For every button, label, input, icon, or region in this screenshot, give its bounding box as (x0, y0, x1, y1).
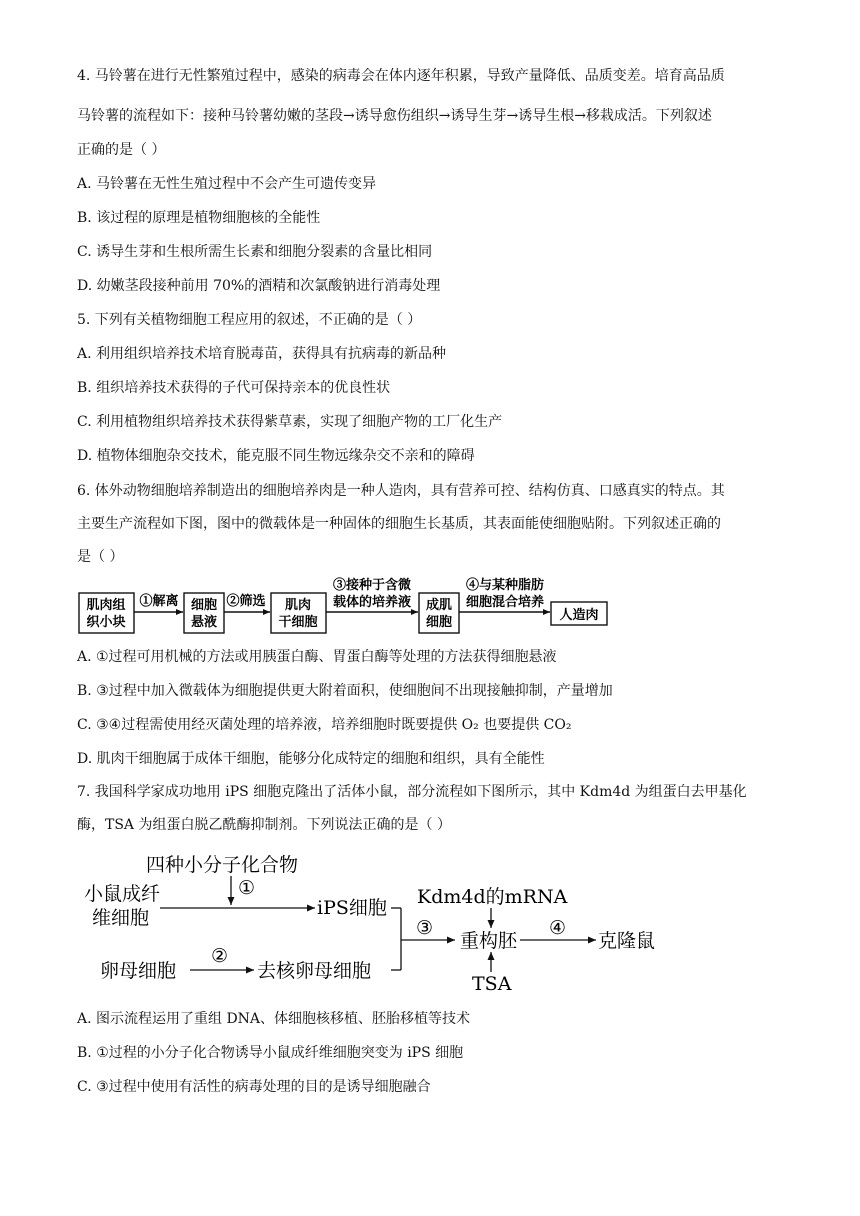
q5-option-b: B. 组织培养技术获得的子代可保持亲本的优良性状 (77, 380, 391, 396)
q6-arrow3-label-line2: 载体的培养液 (332, 595, 412, 610)
q6-box1-line1: 肌肉组 (86, 598, 126, 613)
q4-option-d: D. 幼嫩茎段接种前用 70%的酒精和次氯酸钠进行消毒处理 (77, 278, 441, 294)
q7-stem-line-2: 酶，TSA 为组蛋白脱乙酰酶抑制剂。下列说法正确的是（ ） (77, 817, 451, 833)
q6-option-b: B. ③过程中加入微载体为细胞提供更大附着面积，使细胞间不出现接触抑制，产量增加 (77, 683, 613, 699)
q7-ips-cell: iPS细胞 (317, 897, 387, 919)
q7-compounds-label: 四种小分子化合物 (146, 854, 299, 876)
q5-stem: 5. 下列有关植物细胞工程应用的叙述，不正确的是（ ） (77, 312, 422, 328)
q7-option-c: C. ③过程中使用有活性的病毒处理的目的是诱导细胞融合 (77, 1079, 431, 1095)
q7-cloned-mouse: 克隆鼠 (598, 930, 656, 952)
q6-box2-line1: 细胞 (190, 598, 218, 613)
q7-step3-label: ③ (416, 917, 434, 939)
q4-option-a: A. 马铃薯在无性生殖过程中不会产生可遗传变异 (77, 176, 377, 192)
q7-enucleated-oocyte: 去核卵母细胞 (257, 960, 372, 982)
q7-step1-label: ① (238, 877, 256, 899)
q6-box2-line2: 悬液 (190, 615, 218, 630)
q4-option-c: C. 诱导生芽和生根所需生长素和细胞分裂素的含量比相同 (77, 244, 433, 260)
q6-box3-line2: 干细胞 (278, 615, 318, 630)
q6-box4-line2: 细胞 (425, 615, 453, 630)
q7-tsa-label: TSA (472, 973, 512, 995)
q4-stem-line-1: 4. 马铃薯在进行无性繁殖过程中，感染的病毒会在体内逐年积累，导致产量降低、品质变差。培育高品质 (77, 68, 725, 84)
q7-option-a: A. 图示流程运用了重组 DNA、体细胞核移植、胚胎移植等技术 (77, 1011, 471, 1027)
q7-option-b: B. ①过程的小分子化合物诱导小鼠成纤维细胞突变为 iPS 细胞 (77, 1045, 464, 1061)
q6-box4-line1: 成肌 (425, 598, 453, 613)
q5-option-d: D. 植物体细胞杂交技术，能克服不同生物远缘杂交不亲和的障碍 (77, 448, 475, 464)
q6-arrow4-label-line2: 细胞混合培养 (465, 595, 545, 610)
q7-step2-label: ② (211, 945, 229, 967)
q6-option-a: A. ①过程可用机械的方法或用胰蛋白酶、胃蛋白酶等处理的方法获得细胞悬液 (77, 649, 557, 665)
q7-fibroblast-line1: 小鼠成纤 (84, 883, 161, 905)
q4-stem-line-2: 马铃薯的流程如下：接种马铃薯幼嫩的茎段→诱导愈伤组织→诱导生芽→诱导生根→移栽成活。下列叙述 (77, 108, 712, 124)
q7-step4-label: ④ (549, 917, 567, 939)
q7-fibroblast-line2: 维细胞 (92, 907, 150, 929)
q6-arrow4-label-line1: ④与某种脂肪 (465, 578, 545, 593)
q6-option-d: D. 肌肉干细胞属于成体干细胞，能够分化成特定的细胞和组织，具有全能性 (77, 751, 545, 767)
q7-stem-line-1: 7. 我国科学家成功地用 iPS 细胞克隆出了活体小鼠，部分流程如下图所示，其中 Kdm4d 为组蛋白去甲基化 (77, 784, 747, 800)
q5-option-a: A. 利用组织培养技术培育脱毒苗，获得具有抗病毒的新品种 (77, 346, 447, 362)
q4-option-b: B. 该过程的原理是植物细胞核的全能性 (77, 210, 321, 226)
q6-arrow3-label-line1: ③接种于含微 (332, 578, 412, 593)
q6-option-c: C. ③④过程需使用经灭菌处理的培养液，培养细胞时既要提供 O₂ 也要提供 CO₂ (77, 717, 572, 733)
q7-oocyte: 卵母细胞 (100, 960, 177, 982)
q6-arrow2-label: ②筛选 (226, 594, 266, 609)
q7-mrna-label: Kdm4d的mRNA (417, 886, 568, 908)
q7-reconstructed-embryo: 重构胚 (460, 930, 518, 952)
q6-stem-line-3: 是（ ） (77, 549, 124, 565)
q6-box1-line2: 织小块 (86, 615, 126, 630)
q6-box3-line1: 肌肉 (284, 598, 312, 613)
q4-stem-line-3: 正确的是（ ） (77, 142, 166, 158)
q6-box5-label: 人造肉 (559, 608, 599, 623)
q6-arrow1-label: ①解离 (139, 594, 179, 609)
q6-stem-line-1: 6. 体外动物细胞培养制造出的细胞培养肉是一种人造肉，具有营养可控、结构仿真、口感真实的特点。其 (77, 483, 725, 499)
q5-option-c: C. 利用植物组织培养技术获得紫草素，实现了细胞产物的工厂化生产 (77, 414, 503, 430)
q6-stem-line-2: 主要生产流程如下图，图中的微载体是一种固体的细胞生长基质，其表面能使细胞贴附。下列叙述正确的 (77, 516, 721, 532)
